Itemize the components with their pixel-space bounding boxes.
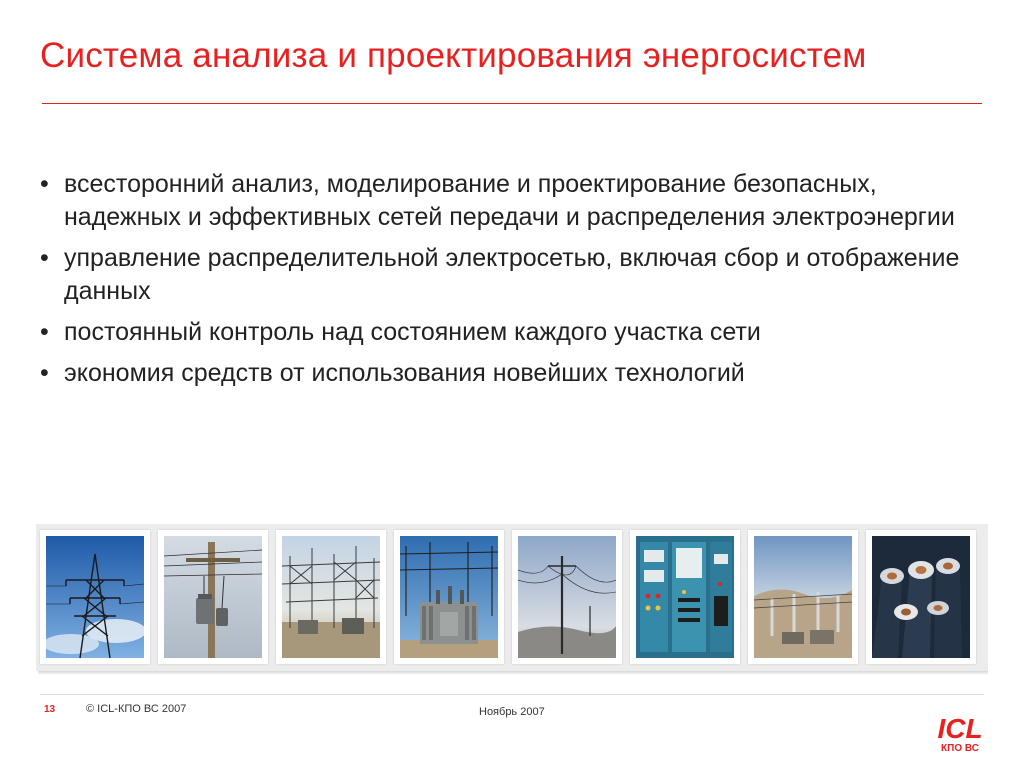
bullet-item bbox=[40, 316, 960, 349]
bullet-text: управление распределительной электросетью, включая сбор и отображение данных bbox=[64, 244, 960, 305]
utility-pole-transformer-photo bbox=[158, 530, 268, 664]
power-lines-photo bbox=[512, 530, 622, 664]
footer-divider bbox=[40, 694, 984, 695]
bullet-marker: • bbox=[40, 318, 49, 346]
icl-logo bbox=[932, 710, 988, 754]
bullet-marker: • bbox=[40, 244, 49, 272]
bullet-item bbox=[40, 242, 960, 308]
substation-photo bbox=[276, 530, 386, 664]
page-number: 13 bbox=[44, 704, 56, 715]
svg-text:КПО ВС: КПО ВС bbox=[941, 743, 979, 754]
desert-substation-photo bbox=[748, 530, 858, 664]
svg-text:ICL: ICL bbox=[937, 713, 983, 744]
title-divider bbox=[42, 103, 982, 104]
bullet-marker: • bbox=[40, 359, 49, 387]
slide-title: Система анализа и проектирования энергосистем bbox=[40, 36, 867, 75]
bullet-marker: • bbox=[40, 170, 49, 198]
bullet-item bbox=[40, 168, 960, 234]
transmission-tower-photo bbox=[40, 530, 150, 664]
photo-strip-shadow bbox=[38, 671, 988, 675]
bullet-item bbox=[40, 357, 960, 390]
bullet-list bbox=[40, 168, 960, 398]
power-transformer-photo bbox=[394, 530, 504, 664]
bullet-text: всесторонний анализ, моделирование и проектирование безопасных, надежных и эффективных сетей передачи и распределения электроэнергии bbox=[64, 170, 955, 231]
bullet-text: экономия средств от использования новейших технологий bbox=[64, 359, 745, 387]
power-cables-photo bbox=[866, 530, 976, 664]
date-text: Ноябрь 2007 bbox=[479, 706, 545, 718]
control-panel-photo bbox=[630, 530, 740, 664]
bullet-text: постоянный контроль над состоянием каждого участка сети bbox=[64, 318, 761, 346]
copyright-text: © ICL-КПО ВС 2007 bbox=[86, 703, 187, 715]
